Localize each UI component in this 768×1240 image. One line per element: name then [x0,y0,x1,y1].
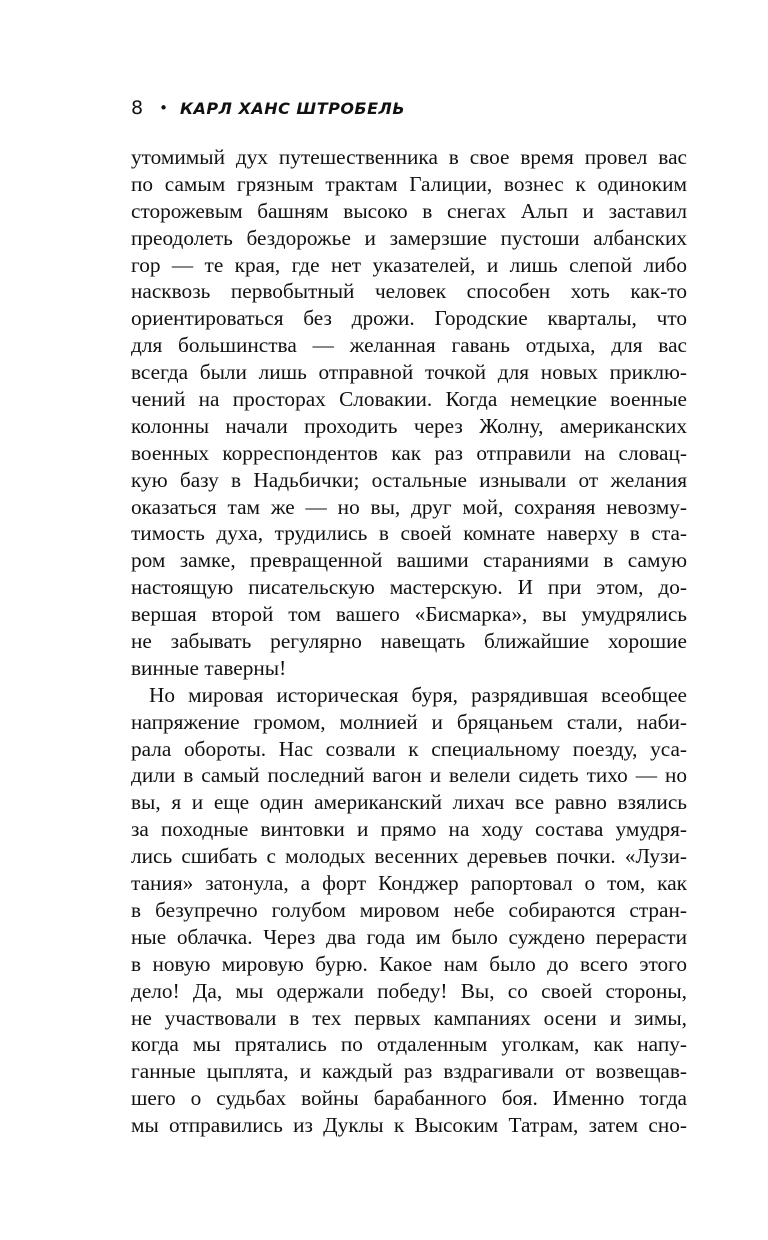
header-author: КАРЛ ХАНС ШТРОБЕЛЬ [179,98,406,118]
text-line: не забывать регулярно навещать ближайшие хорошие [131,629,687,654]
text-line: рала обороты. Нас созвали к специальному поезду, уса- [131,736,687,761]
text-line: ром замке, превращенной вашими стараниями в самую [131,548,687,573]
text-line: ориентироваться без дрожи. Городские кварталы, что [131,306,687,331]
text-line: ные облачка. Через два года им было суждено перерасти [131,924,687,949]
body-text [131,144,687,1139]
running-header [131,95,405,121]
text-line: колонны начали проходить через Жолну, американских [131,413,687,438]
text-line: для большинства — желанная гавань отдыха, для вас [131,333,687,358]
text-line: сторожевым башням высоко в снегах Альп и заставил [131,198,687,223]
text-line: ганные цыплята, и каждый раз вздрагивали от возвещав- [131,1059,687,1084]
paragraph-start-line: Но мировая историческая буря, разрядившая всеобщее [149,682,687,707]
text-line: тания» затонула, а форт Конджер рапортовал о том, как [131,871,687,896]
text-line: вершая второй том вашего «Бисмарка», вы умудрялись [131,602,687,627]
header-bullet: • [159,99,168,117]
text-line: вы, я и еще один американский лихач все равно взялись [131,790,687,815]
page-number: 8 [131,97,144,119]
text-line: насквозь первобытный человек способен хоть как-то [131,279,687,304]
text-line: шего о судьбах войны барабанного боя. Именно тогда [131,1086,687,1111]
text-line: дили в самый последний вагон и велели сидеть тихо — но [131,763,687,788]
text-line: мы отправились из Дуклы к Высоким Татрам, затем сно- [131,1113,687,1138]
text-line: лись сшибать с молодых весенних деревьев почки. «Лузи- [131,844,687,869]
text-line: преодолеть бездорожье и замерзшие пустоши албанских [131,225,687,250]
text-line: тимость духа, трудились в своей комнате наверху в ста- [131,521,687,546]
text-line: кую базу в Надьбички; остальные изнывали от желания [131,467,687,492]
text-line: за походные винтовки и прямо на ходу состава умудря- [131,817,687,842]
text-line: гор — те края, где нет указателей, и лишь слепой либо [131,252,687,277]
text-line: оказаться там же — но вы, друг мой, сохраняя невозму- [131,494,687,519]
text-line: напряжение громом, молнией и бряцаньем стали, наби- [131,709,687,734]
text-line: дело! Да, мы одержали победу! Вы, со своей стороны, [131,978,687,1003]
text-line: чений на просторах Словакии. Когда немецкие военные [131,387,687,412]
text-line: утомимый дух путешественника в свое время провел вас [131,145,687,169]
text-line: когда мы прятались по отдаленным уголкам, как напу- [131,1032,687,1057]
text-line: в безупречно голубом мировом небе собираются стран- [131,897,687,922]
text-line: по самым грязным трактам Галиции, вознес к одиноким [131,171,687,196]
text-line: настоящую писательскую мастерскую. И при этом, до- [131,575,687,600]
text-line: не участвовали в тех первых кампаниях осени и зимы, [131,1005,687,1030]
paragraph-end-line: винные таверны! [131,655,287,680]
text-line: в новую мировую бурю. Какое нам было до всего этого [131,951,687,976]
text-line: военных корреспондентов как раз отправили на словац- [131,440,687,465]
text-line: всегда были лишь отправной точкой для новых приклю- [131,360,687,385]
